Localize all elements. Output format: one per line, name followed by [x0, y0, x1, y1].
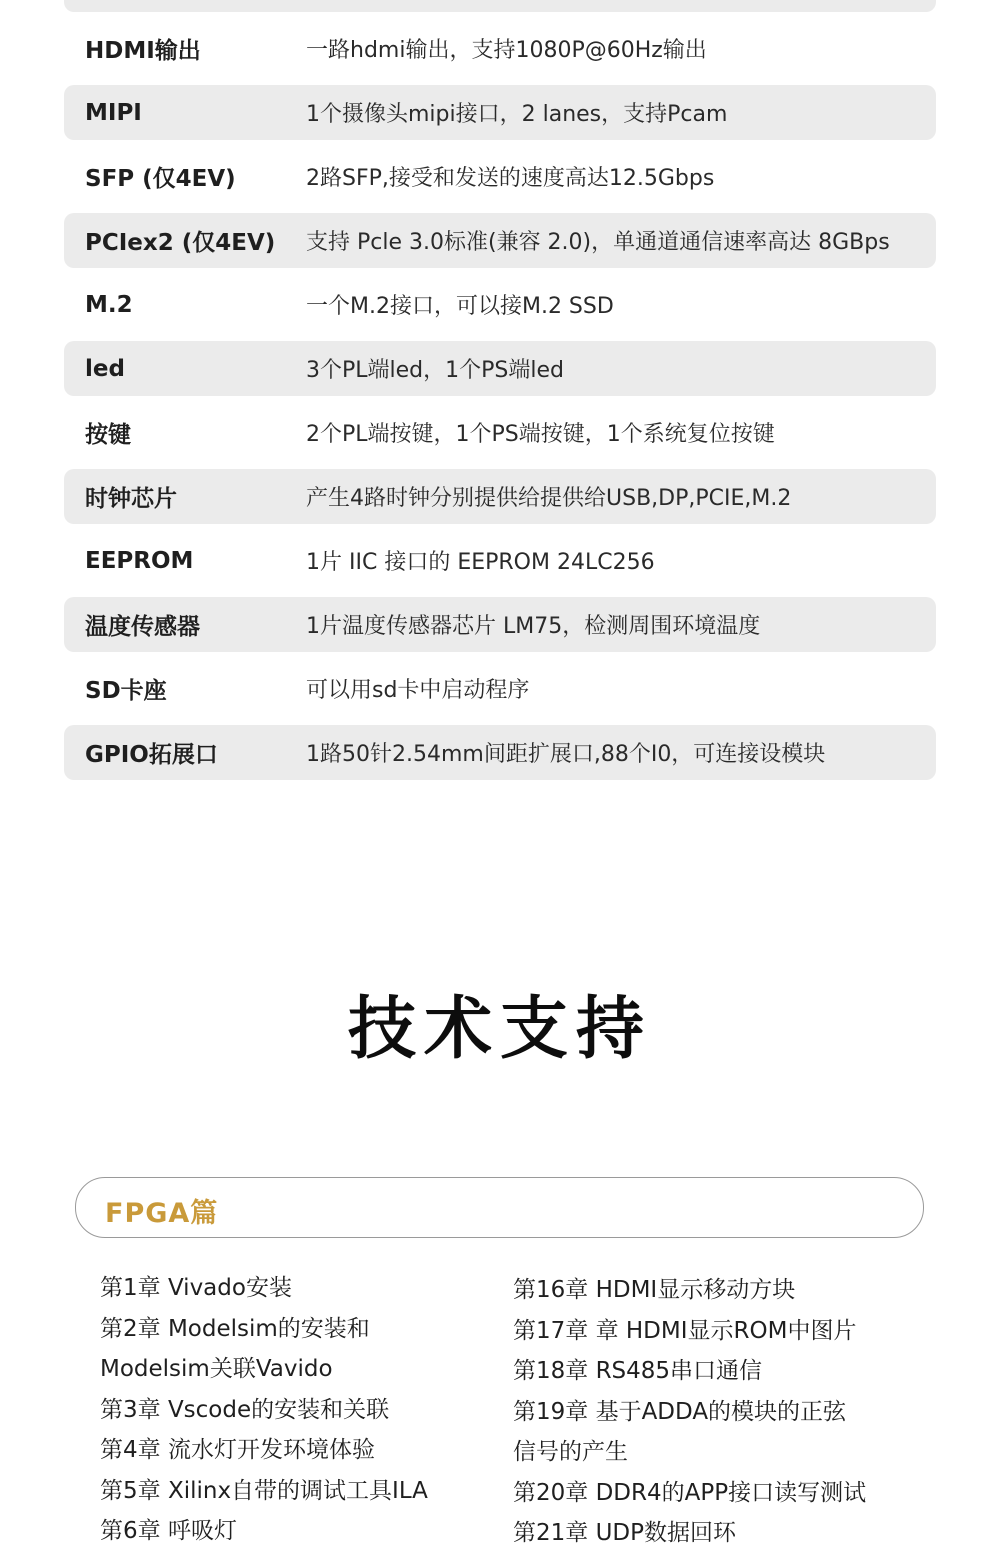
spec-value: 2路SFP,接受和发送的速度高达12.5Gbps [306, 166, 715, 191]
spec-row [64, 341, 936, 396]
chapter-item: 第3章 Vscode的安装和关联 [100, 1396, 390, 1423]
spec-key: 温度传感器 [85, 614, 200, 640]
chapter-item: 第16章 HDMI显示移动方块 [513, 1277, 796, 1303]
spec-value: 1片 IIC 接口的 EEPROM 24LC256 [306, 550, 655, 575]
spec-row [64, 277, 936, 332]
chapter-item: 第2章 Modelsim的安装和 [100, 1315, 370, 1342]
spec-key: SFP (仅4EV) [85, 166, 236, 192]
chapter-item: 第17章 章 HDMI显示ROM中图片 [513, 1317, 857, 1344]
spec-value: 一个M.2接口，可以接M.2 SSD [306, 294, 614, 319]
spec-key: 时钟芯片 [85, 486, 177, 512]
chapter-item: 第21章 UDP数据回环 [513, 1520, 736, 1546]
spec-key: M.2 [85, 291, 133, 318]
chapter-item: 第18章 RS485串口通信 [513, 1358, 763, 1384]
fpga-tab-label: FPGA篇 [105, 1198, 219, 1229]
spec-row [64, 21, 936, 76]
spec-key: 按键 [85, 422, 131, 448]
spec-key: EEPROM [85, 547, 194, 574]
chapter-item: 第1章 Vivado安装 [100, 1275, 292, 1301]
spec-table [64, 21, 936, 789]
spec-row [64, 533, 936, 588]
chapter-item: 第19章 基于ADDA的模块的正弦 [513, 1398, 847, 1425]
chapter-item: Modelsim关联Vavido [100, 1356, 333, 1382]
spec-value: 3个PL端led，1个PS端led [306, 358, 564, 383]
spec-key: MIPI [85, 99, 142, 126]
previous-row-fragment [64, 0, 936, 12]
chapter-item: 信号的产生 [513, 1439, 628, 1465]
spec-key: SD卡座 [85, 678, 167, 704]
spec-row [64, 85, 936, 140]
chapter-item: 第5章 Xilinx自带的调试工具ILA [100, 1477, 428, 1504]
spec-row [64, 597, 936, 652]
spec-value: 一路hdmi输出，支持1080P@60Hz输出 [306, 38, 707, 63]
chapter-item: 第4章 流水灯开发环境体验 [100, 1437, 375, 1463]
spec-row [64, 405, 936, 460]
spec-value: 支持 Pcle 3.0标准(兼容 2.0)，单通道通信速率高达 8GBps [306, 230, 890, 255]
spec-row [64, 149, 936, 204]
spec-key: GPIO拓展口 [85, 742, 218, 768]
spec-row [64, 661, 936, 716]
chapter-list-right [513, 1270, 893, 1554]
chapter-item: 第6章 呼吸灯 [100, 1518, 237, 1544]
spec-value: 产生4路时钟分别提供给提供给USB,DP,PCIE,M.2 [306, 486, 792, 511]
spec-row [64, 213, 936, 268]
spec-value: 1路50针2.54mm间距扩展口,88个I0，可连接设模块 [306, 742, 826, 767]
spec-row [64, 469, 936, 524]
fpga-tab[interactable] [75, 1177, 924, 1238]
spec-value: 1个摄像头mipi接口，2 lanes，支持Pcam [306, 102, 728, 127]
section-title: 技术支持 [347, 990, 652, 1069]
chapter-item: 第20章 DDR4的APP接口读写测试 [513, 1479, 867, 1506]
spec-key: PCIex2 (仅4EV) [85, 230, 276, 256]
spec-value: 1片温度传感器芯片 LM75，检测周围环境温度 [306, 614, 761, 639]
spec-value: 2个PL端按键，1个PS端按键，1个系统复位按键 [306, 422, 775, 447]
spec-value: 可以用sd卡中启动程序 [306, 678, 530, 703]
chapter-list-left [100, 1268, 480, 1552]
spec-key: HDMI输出 [85, 38, 201, 64]
spec-row [64, 725, 936, 780]
spec-key: led [85, 355, 125, 382]
